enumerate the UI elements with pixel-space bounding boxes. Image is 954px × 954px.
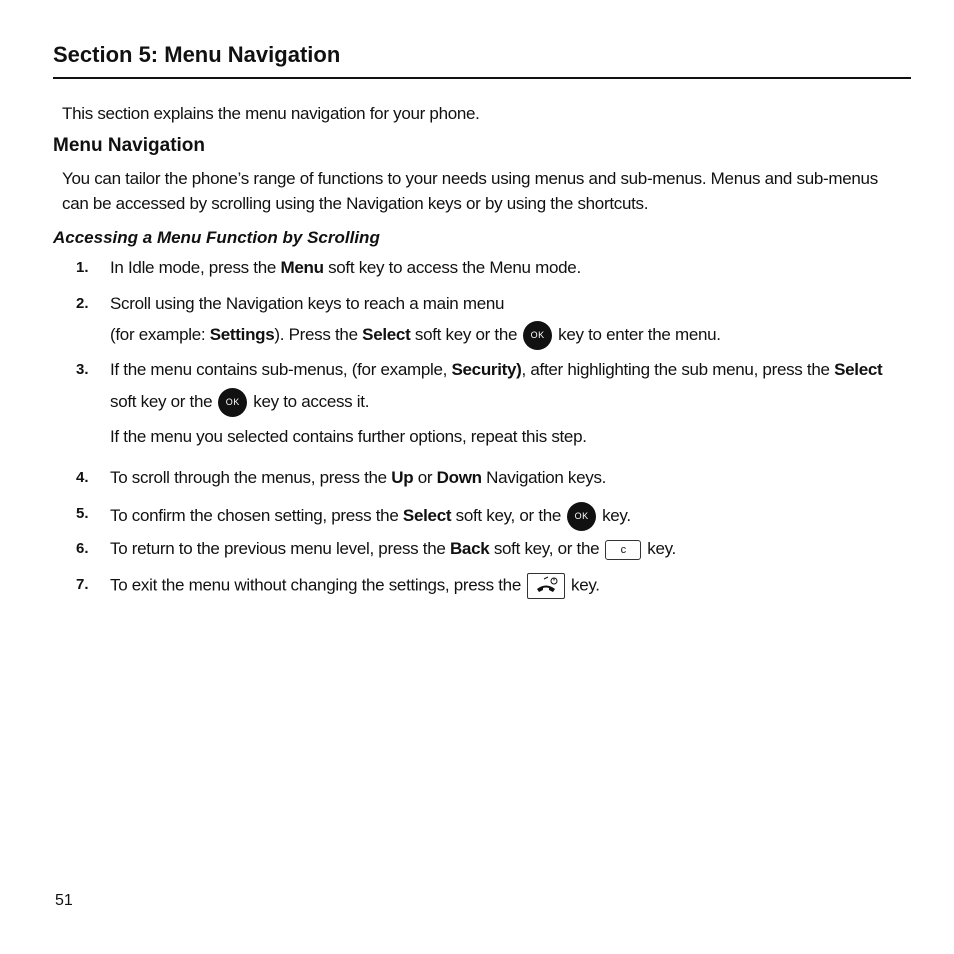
step-6-text: To return to the previous menu level, press the Back soft key, or the c key. (110, 539, 676, 558)
title-rule (53, 77, 911, 79)
section-heading: Menu Navigation (53, 135, 206, 156)
step-number: 2. (76, 295, 89, 312)
end-power-key-icon (527, 573, 565, 599)
step-number: 3. (76, 361, 89, 378)
step-number: 7. (76, 576, 89, 593)
clear-key-icon: c (605, 540, 641, 560)
step-3-line2: soft key or the OK key to access it. (110, 388, 369, 417)
menu-key-label: Menu (280, 258, 324, 277)
step-1-text: In Idle mode, press the Menu soft key to access the Menu mode. (110, 258, 581, 277)
step-3-note: If the menu you selected contains further options, repeat this step. (110, 427, 587, 446)
page-number: 51 (55, 892, 73, 909)
page-title: Section 5: Menu Navigation (53, 42, 341, 67)
step-3-line1: If the menu contains sub-menus, (for example, Security), after highlighting the sub menu, press the Select (110, 360, 883, 379)
section-paragraph-line2: can be accessed by scrolling using the Navigation keys or by using the shortcuts. (62, 194, 649, 213)
subsection-heading: Accessing a Menu Function by Scrolling (53, 228, 380, 247)
step-4-text: To scroll through the menus, press the Up or Down Navigation keys. (110, 468, 607, 487)
step-number: 5. (76, 505, 89, 522)
end-call-icon (528, 574, 564, 598)
step-7-text: To exit the menu without changing the settings, press the key. (110, 573, 600, 599)
step-2-line2: (for example: Settings). Press the Select soft key or the OK key to enter the menu. (110, 321, 721, 350)
section-paragraph-line1: You can tailor the phone’s range of functions to your needs using menus and sub-menus. Menus and sub-menus (62, 169, 878, 188)
step-number: 1. (76, 259, 89, 276)
ok-key-icon: OK (523, 321, 552, 350)
step-2-line1: Scroll using the Navigation keys to reach a main menu (110, 294, 505, 313)
intro-paragraph: This section explains the menu navigation for your phone. (62, 104, 480, 123)
step-number: 4. (76, 469, 89, 486)
step-5-text: To confirm the chosen setting, press the Select soft key, or the OK key. (110, 502, 631, 531)
step-number: 6. (76, 540, 89, 557)
ok-key-icon: OK (218, 388, 247, 417)
ok-key-icon: OK (567, 502, 596, 531)
